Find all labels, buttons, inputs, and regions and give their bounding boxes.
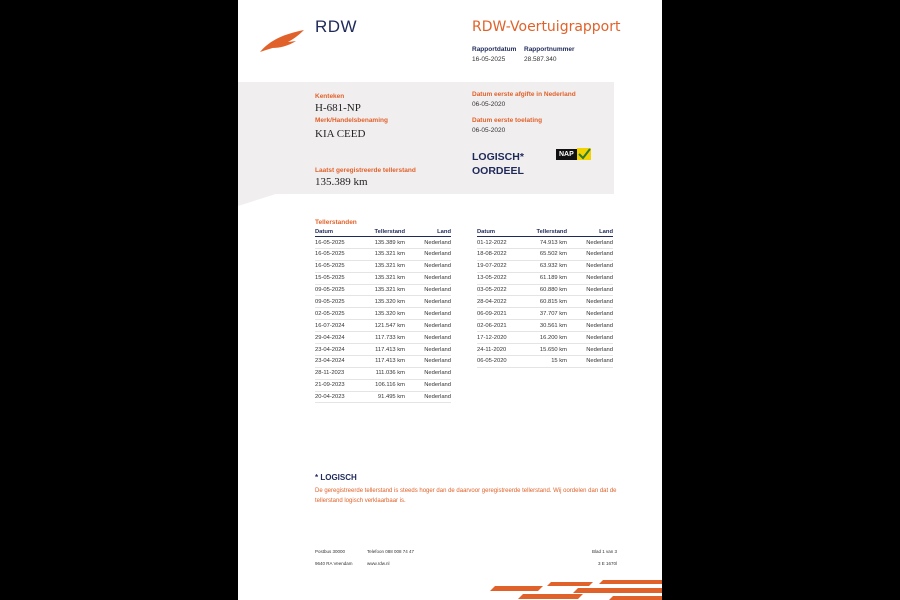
oordeel [472,150,524,178]
table-row [315,367,451,379]
row-land: Nederland [405,272,451,284]
footer-website: www.rdw.nl [367,561,390,566]
row-tellerstand: 60.880 km [529,284,567,296]
row-land: Nederland [567,320,613,332]
row-land: Nederland [405,260,451,272]
table-row [315,296,451,308]
checkmark-icon [577,148,591,160]
row-tellerstand: 117.733 km [367,332,405,344]
footer-telefoon: Telefoon 088 008 74 47 [367,549,415,554]
note-text: De geregistreerde tellerstand is steeds hoger dan de daarvoor geregistreerde tellerstand. Wij oordelen dan dat de tellerstand logisch verklaarbaar is. [315,488,617,504]
report-title: RDW-Voertuigrapport [472,19,621,35]
report-page [238,0,662,600]
row-tellerstand: 30.561 km [529,320,567,332]
eerste-toel-value: 06-05-2020 [472,127,506,134]
row-datum: 02-06-2021 [477,320,529,332]
row-land: Nederland [567,344,613,356]
row-land: Nederland [405,296,451,308]
table-row [477,308,613,320]
note-title: * LOGISCH [315,473,357,482]
row-tellerstand: 106.116 km [367,379,405,391]
table-row [477,248,613,260]
table-row [477,260,613,272]
row-tellerstand: 65.502 km [529,248,567,260]
row-land: Nederland [405,355,451,367]
table-row [477,296,613,308]
col-datum: Datum [477,229,529,237]
teller-label: Laatst geregistreerde tellerstand [315,167,416,174]
table-row [477,344,613,356]
row-land: Nederland [405,332,451,344]
row-land: Nederland [405,308,451,320]
row-tellerstand: 121.547 km [367,320,405,332]
vehicle-summary-band [238,82,614,194]
table-row [315,248,451,260]
row-land: Nederland [567,355,613,367]
row-tellerstand: 135.389 km [367,237,405,249]
eerste-nl-label: Datum eerste afgifte in Nederland [472,91,576,98]
logo-text: RDW [315,17,358,36]
row-tellerstand: 135.320 km [367,296,405,308]
table-row [315,308,451,320]
eerste-nl-value: 06-05-2020 [472,101,506,108]
band-tail [238,192,282,206]
row-tellerstand: 135.321 km [367,260,405,272]
row-land: Nederland [567,260,613,272]
merk-value: KIA CEED [315,128,366,140]
row-land: Nederland [567,332,613,344]
row-land: Nederland [405,379,451,391]
table-row [315,284,451,296]
oordeel-line1: LOGISCH* [472,151,524,163]
nap-text: NAP [556,149,577,160]
table-row [477,332,613,344]
teller-value: 135.389 km [315,176,368,188]
row-tellerstand: 91.495 km [367,391,405,403]
row-datum: 02-05-2025 [315,308,367,320]
row-land: Nederland [567,248,613,260]
col-tellerstand: Tellerstand [529,229,567,237]
tellerstanden-title: Tellerstanden [315,219,357,226]
row-datum: 28-11-2023 [315,367,367,379]
row-land: Nederland [567,272,613,284]
table-row [315,332,451,344]
row-datum: 23-04-2024 [315,355,367,367]
row-tellerstand: 37.707 km [529,308,567,320]
kenteken-value: H-681-NP [315,102,361,114]
row-datum: 23-04-2024 [315,344,367,356]
footer-postbus: Postbus 30000 [315,549,346,554]
row-datum: 16-05-2025 [315,248,367,260]
table-row [477,320,613,332]
row-land: Nederland [405,284,451,296]
row-datum: 29-04-2024 [315,332,367,344]
table-row [315,237,451,249]
table-row [315,355,451,367]
table-row [315,379,451,391]
table-row [477,355,613,367]
row-land: Nederland [567,237,613,249]
row-tellerstand: 15.650 km [529,344,567,356]
row-datum: 20-04-2023 [315,391,367,403]
col-tellerstand: Tellerstand [367,229,405,237]
row-datum: 28-04-2022 [477,296,529,308]
tellerstanden-table-left [315,229,451,403]
row-tellerstand: 135.321 km [367,248,405,260]
col-land: Land [567,229,613,237]
row-datum: 01-12-2022 [477,237,529,249]
rapportdatum-label: Rapportdatum [472,46,517,53]
eerste-toel-label: Datum eerste toelating [472,117,543,124]
row-tellerstand: 111.036 km [367,367,405,379]
row-datum: 09-05-2025 [315,296,367,308]
merk-label: Merk/Handelsbenaming [315,117,388,124]
row-tellerstand: 63.932 km [529,260,567,272]
row-tellerstand: 135.321 km [367,272,405,284]
row-datum: 13-05-2022 [477,272,529,284]
oordeel-line2: OORDEEL [472,165,524,177]
footer-page: Blad 1 van 3 [592,549,618,554]
table-row [315,260,451,272]
row-datum: 24-11-2020 [477,344,529,356]
row-datum: 21-09-2023 [315,379,367,391]
row-datum: 17-12-2020 [477,332,529,344]
row-tellerstand: 16.200 km [529,332,567,344]
row-land: Nederland [405,237,451,249]
row-datum: 09-05-2025 [315,284,367,296]
row-datum: 03-05-2022 [477,284,529,296]
row-tellerstand: 60.815 km [529,296,567,308]
nap-badge [556,148,591,160]
rapportnummer-value: 28.587.340 [524,56,557,63]
row-datum: 19-07-2022 [477,260,529,272]
row-datum: 16-05-2025 [315,260,367,272]
col-datum: Datum [315,229,367,237]
row-land: Nederland [567,308,613,320]
row-datum: 16-05-2025 [315,237,367,249]
decorative-stripes-icon [483,578,662,600]
table-row [315,391,451,403]
row-datum: 06-09-2021 [477,308,529,320]
table-row [477,272,613,284]
rapportnummer-label: Rapportnummer [524,46,575,53]
row-datum: 06-05-2020 [477,355,529,367]
row-land: Nederland [405,344,451,356]
row-land: Nederland [405,320,451,332]
row-land: Nederland [405,367,451,379]
row-tellerstand: 74.913 km [529,237,567,249]
row-land: Nederland [405,248,451,260]
rapportdatum-value: 16-05-2025 [472,56,506,63]
rdw-logo-icon [258,28,308,54]
row-datum: 15-05-2025 [315,272,367,284]
row-tellerstand: 135.321 km [367,284,405,296]
row-tellerstand: 135.320 km [367,308,405,320]
footer-address: 9640 RA Veendam [315,561,353,566]
table-row [315,344,451,356]
row-tellerstand: 15 km [529,355,567,367]
tellerstanden-table-right [477,229,613,368]
row-land: Nederland [405,391,451,403]
col-land: Land [405,229,451,237]
table-row [315,320,451,332]
row-tellerstand: 117.413 km [367,355,405,367]
row-datum: 18-08-2022 [477,248,529,260]
table-row [315,272,451,284]
kenteken-label: Kenteken [315,93,345,100]
row-land: Nederland [567,296,613,308]
row-land: Nederland [567,284,613,296]
table-row [477,284,613,296]
footer-code: 3 E 1670l [598,561,618,566]
row-tellerstand: 61.189 km [529,272,567,284]
row-tellerstand: 117.413 km [367,344,405,356]
row-datum: 16-07-2024 [315,320,367,332]
table-row [477,237,613,249]
